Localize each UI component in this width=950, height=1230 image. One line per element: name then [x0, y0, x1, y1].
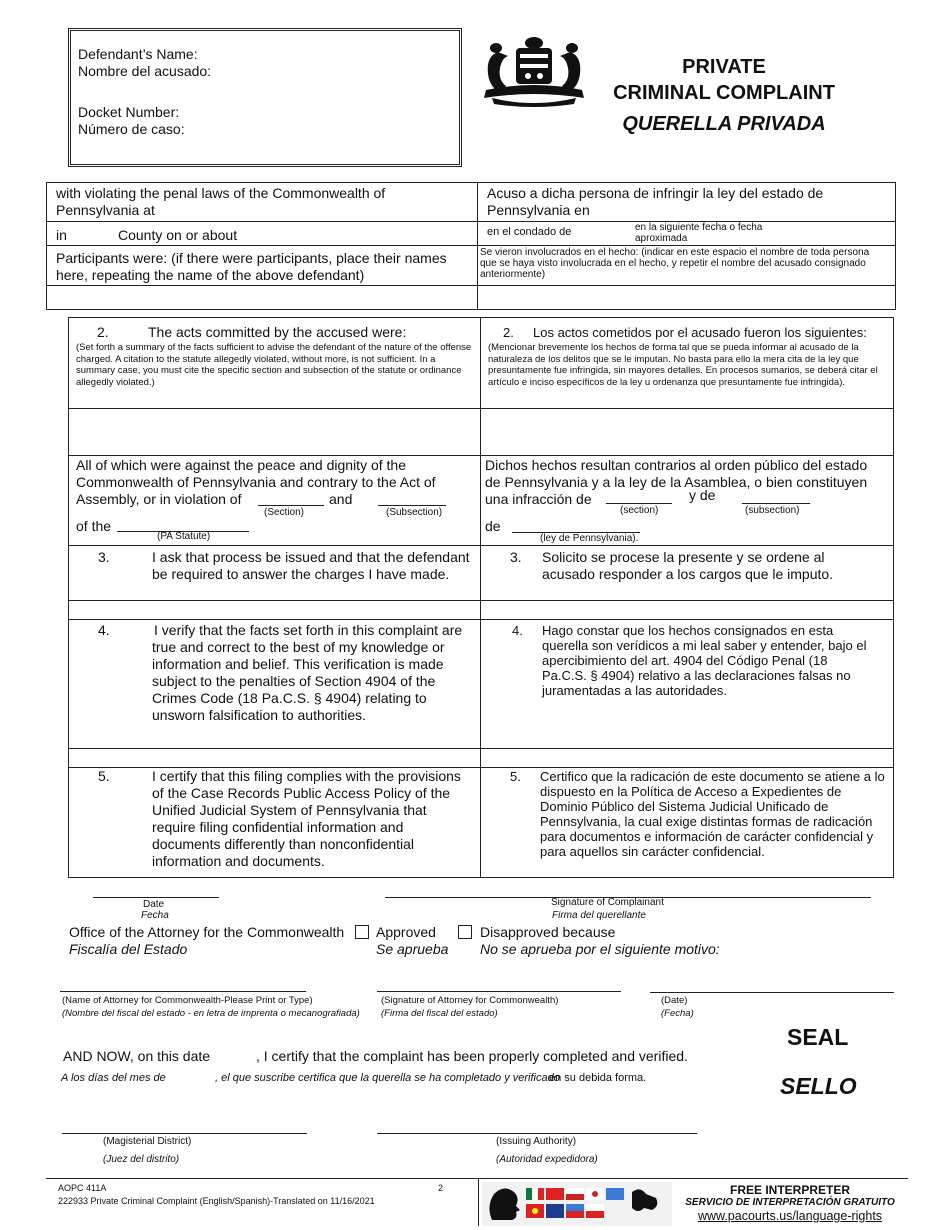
free-interpreter-label: FREE INTERPRETER: [729, 1183, 850, 1197]
peace-line2-en: Commonwealth of Pennsylvania and contrary to the Act of: [76, 474, 436, 490]
item3-number-es: 3.: [510, 549, 522, 565]
date-label-es: Fecha: [141, 910, 169, 921]
peace-yde-es: y de: [689, 487, 716, 503]
office-label-en: Office of the Attorney for the Commonwealth: [69, 924, 345, 940]
item4-text-es: Hago constar que los hechos consignados en esta querella son verídicos a mi leal saber y entender, bajo el apercibimiento del art. 4904 del Código Penal (18 Pa.C.S. § 4904) relativo a las declaraciones falsas no juramentadas a las autoridades.: [542, 623, 867, 698]
attorney-signature-label-es: (Firma del fiscal del estado): [381, 1008, 498, 1019]
complainant-signature-label-es: Firma del querellante: [552, 910, 646, 921]
attorney-name-label: (Name of Attorney for Commonwealth-Please Print or Type): [62, 995, 313, 1006]
peace-ofthe-en: of the: [76, 518, 112, 534]
attorney-name-label-es: (Nombre del fiscal del estado - en letra de imprenta o mecanografiada): [62, 1008, 360, 1019]
form-description: 222933 Private Criminal Complaint (English/Spanish)-Translated on 11/16/2021: [58, 1196, 375, 1206]
peace-line1-es: Dichos hechos resultan contrarios al orden público del estado: [485, 457, 868, 473]
item3-number-en: 3.: [98, 549, 110, 565]
county-label-en: County on or about: [118, 227, 238, 243]
section2-number-es: 2.: [503, 325, 514, 340]
docket-number-label: Docket Number: Número de caso:: [78, 104, 185, 137]
and-now-text-a-es: A los días del mes de: [61, 1072, 166, 1084]
section2-title-en: The acts committed by the accused were:: [148, 324, 407, 340]
peace-line2-es: de Pennsylvania y a la ley de la Asamblea, o bien constituyen: [485, 474, 868, 490]
peace-line3-es: una infracción de: [485, 491, 592, 507]
and-now-text-c-es: en su debida forma.: [549, 1072, 647, 1084]
page-number: 2: [438, 1183, 444, 1193]
issuing-authority-label-es: (Autoridad expedidora): [496, 1154, 598, 1165]
interpreter-flags-icon: [482, 1182, 672, 1226]
item3-text-en: I ask that process be issued and that the defendant be required to answer the charges I have made.: [152, 549, 470, 582]
attorney-date-label: (Date): [661, 995, 688, 1006]
and-now-text-a: AND NOW, on this date: [63, 1048, 211, 1064]
participants-text-en: Participants were: (if there were participants, place their names here, repeating the name of the above defendant): [56, 250, 447, 283]
violating-text-en: with violating the penal laws of the Commonwealth of Pennsylvania at: [56, 185, 386, 218]
form-title-spanish: QUERELLA PRIVADA: [622, 113, 826, 135]
and-now-text-b: , I certify that the complaint has been properly completed and verified.: [256, 1048, 688, 1064]
magisterial-district-label: (Magisterial District): [103, 1136, 192, 1147]
issuing-authority-label: (Issuing Authority): [496, 1136, 577, 1147]
magisterial-district-label-es: (Juez del distrito): [103, 1154, 180, 1165]
seal-label-es: SELLO: [780, 1073, 857, 1099]
coat-of-arms-seal: [478, 34, 590, 108]
item4-number-es: 4.: [512, 623, 523, 638]
section2-desc-es: (Mencionar brevemente los hechos de forma tal que se pueda informar al acusado de la naturaleza de los delitos que se le imputan. No basta para ello la mera cita de la ley que presuntamente fue infringida, sin mayores detalles. En procesos sumarios, se deberá citar el artículo e inciso específicos de la ley u ordenanza que presuntamente fue infringida).: [488, 342, 878, 388]
subsection-caption-es: (subsection): [745, 505, 800, 516]
title-line-private: PRIVATE: [682, 56, 766, 78]
in-label: in: [56, 227, 67, 243]
approved-label-es: Se aprueba: [376, 941, 449, 957]
attorney-signature-label: (Signature of Attorney for Commonwealth): [381, 995, 559, 1006]
form-code: AOPC 411A: [58, 1183, 107, 1193]
statute-caption-en: (PA Statute): [157, 531, 211, 542]
seal-label: SEAL: [787, 1024, 849, 1050]
complainant-signature-label: Signature of Complainant: [551, 897, 664, 908]
and-now-text-b-es: , el que suscribe certifica que la querella se ha completado y verificado: [215, 1072, 560, 1084]
attorney-date-label-es: (Fecha): [661, 1008, 694, 1019]
section2-number-en: 2.: [97, 324, 109, 340]
item3-text-es: Solicito se procese la presente y se ordene al acusado responder a los cargos que le imputo.: [542, 549, 834, 582]
approved-checkbox[interactable]: [355, 925, 369, 939]
item5-text-en: I certify that this filing complies with the provisions of the Case Records Public Access Policy of the Unified Judicial System of Pennsylvania that require filing confidential information and documents differently than nonconfidential information and documents.: [152, 768, 461, 869]
approved-label: Approved: [376, 924, 436, 940]
peace-line3-en: Assembly, or in violation of: [76, 491, 242, 507]
disapproved-label: Disapproved because: [480, 924, 616, 940]
date-label-en: Date: [143, 899, 165, 910]
section-caption-en: (Section): [264, 507, 305, 518]
disapproved-label-es: No se aprueba por el siguiente motivo:: [480, 941, 720, 957]
item4-number-en: 4.: [98, 622, 110, 638]
title-line-criminal-complaint: CRIMINAL COMPLAINT: [613, 82, 835, 104]
peace-de-es: de: [485, 518, 501, 534]
item5-text-es: Certifico que la radicación de este documento se atiene a lo dispuesto en la Política de Acceso a Expedientes de Dominio Público del Sistema Judicial Unificado de Pennsylvania, la cual exige distintas formas de radicación para documentos e información de carácter confidencial y para aquellos sin carácter confidencial.: [540, 769, 885, 859]
peace-and-en: and: [329, 491, 353, 507]
item5-number-es: 5.: [510, 769, 521, 784]
violating-text-es: Acuso a dicha persona de infringir la ley del estado de Pennsylvania en: [487, 185, 824, 218]
disapproved-checkbox[interactable]: [458, 925, 472, 939]
language-rights-link[interactable]: www.pacourts.us/language-rights: [697, 1209, 883, 1223]
participants-text-es: Se vieron involucrados en el hecho: (indicar en este espacio el nombre de toda persona que se haya visto involucrada en el hecho, y repetir el nombre del acusado consignado anteriormente): [480, 247, 870, 280]
item4-text-en: I verify that the facts set forth in this complaint are true and correct to the best of my knowledge or information and belief. This verification is made subject to the penalties of Section 4904 of the Crimes Code (18 Pa.C.S. § 4904) relating to unsworn falsification to authorities.: [152, 622, 463, 723]
form-title: [590, 54, 858, 106]
office-label-es: Fiscalía del Estado: [69, 941, 188, 957]
item5-number-en: 5.: [98, 768, 110, 784]
subsection-caption-en: (Subsection): [386, 507, 443, 518]
free-interpreter-label-es: SERVICIO DE INTERPRETACIÓN GRATUITO: [685, 1197, 895, 1208]
section-caption-es: (section): [620, 505, 659, 516]
date-label-es: en la siguiente fecha o fecha aproximada: [635, 222, 763, 244]
defendant-name-label: Defendant’s Name: Nombre del acusado:: [78, 46, 212, 79]
section2-title-es: Los actos cometidos por el acusado fueron los siguientes:: [533, 325, 867, 340]
county-label-es: en el condado de: [487, 226, 572, 238]
statute-caption-es: (ley de Pennsylvania).: [540, 533, 639, 544]
section2-desc-en: (Set forth a summary of the facts sufficient to advise the defendant of the nature of the offense charged. A citation to the statute allegedly violated, without more, is not sufficient. In a summary case, you must cite the specific section and subsection of the statute or ordinance allegedly violated.): [76, 342, 472, 388]
peace-line1-en: All of which were against the peace and dignity of the: [76, 457, 406, 473]
